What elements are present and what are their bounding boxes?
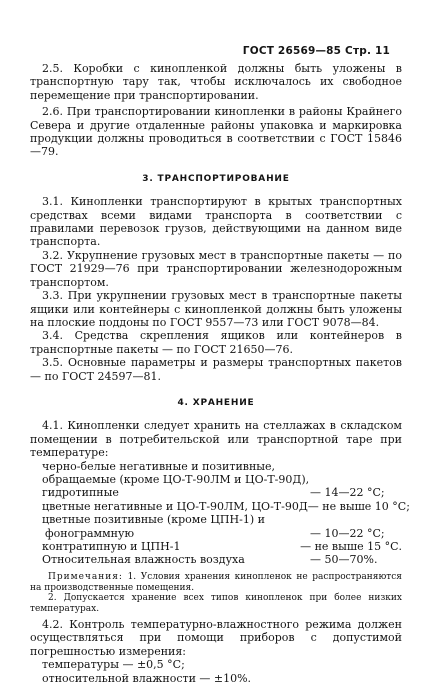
temp-label: фонограммную xyxy=(45,526,135,540)
paragraph-3-5: 3.5. Основные параметры и размеры транспортных пакетов — по ГОСТ 24597—81. xyxy=(30,356,402,383)
paragraph-3-2: 3.2. Укрупнение грузовых мест в транспортные пакеты — по ГОСТ 21929—76 при транспортировании железнодорожным транспортом. xyxy=(30,248,402,289)
temp-label: контратипную и ЦПН-1 xyxy=(42,540,181,553)
notes-block xyxy=(30,572,402,615)
accuracy-humidity: относительной влажности — ±10%. xyxy=(42,671,252,685)
notes-lead: Примечания: xyxy=(48,571,123,582)
temp-label: цветные негативные и ЦО-Т-90ЛМ, ЦО-Т-90Д xyxy=(42,499,308,513)
temp-value: — не выше 15 °С. xyxy=(300,540,402,553)
paragraph-4-2: 4.2. Контроль температурно-влажностного режима должен осуществляться при помощи приборов с допустимой погрешностью измерения: xyxy=(30,618,402,658)
temp-row-color-negative xyxy=(30,499,410,513)
paragraph-2-5: 2.5. Коробки с кинопленкой должны быть уложены в транспортную тару так, чтобы исключалось их свободное перемещение при транспортировании. xyxy=(30,62,402,102)
paragraph-3-1: 3.1. Кинопленки транспортируют в крытых транспортных средствах всеми видами транспорта в соответствии с правилами перевозок грузов, действующими на данном виде транспорта. xyxy=(30,195,402,249)
section-3-title: 3. ТРАНСПОРТИРОВАНИЕ xyxy=(142,173,290,184)
temp-line-bw: черно-белые негативные и позитивные, xyxy=(42,459,276,473)
temp-row-soundtrack xyxy=(30,527,402,540)
paragraph-2-6: 2.6. При транспортировании кинопленки в районы Крайнего Севера и другие отдаленные районы упаковка и маркировка продукции должны проводиться в соответствии с ГОСТ 15846—79. xyxy=(30,105,402,159)
humidity-label: Относительная влажность воздуха xyxy=(42,553,245,567)
humidity-row xyxy=(30,553,402,566)
humidity-value: — 50—70%. xyxy=(310,553,378,567)
paragraph-3-3: 3.3. При укрупнении грузовых мест в транспортные пакеты ящики или контейнеры с кинопленкой должны быть уложены на плоские поддоны по ГОСТ 9557—73 или ГОСТ 9078—84. xyxy=(30,289,402,329)
section-4-title: 4. ХРАНЕНИЕ xyxy=(177,397,255,408)
temp-label: гидротипные xyxy=(42,486,119,500)
temp-value: — 14—22 °С; xyxy=(310,486,385,500)
temp-row-countertype xyxy=(30,540,402,553)
temp-value: — не выше 10 °С; xyxy=(307,499,410,513)
paragraph-4-1: 4.1. Кинопленки следует хранить на стеллажах в складском помещении в потребительской или транспортной таре при температуре: xyxy=(30,419,402,460)
note-1-text: 1. Условия хранения кинопленок не распространяются на производственные помещения. xyxy=(30,571,402,593)
accuracy-temperature: температуры — ±0,5 °С; xyxy=(42,658,185,672)
temp-row-hydrotype xyxy=(30,486,402,499)
note-1 xyxy=(30,572,402,594)
temp-line-reversal: обращаемые (кроме ЦО-Т-90ЛМ и ЦО-Т-90Д), xyxy=(42,472,310,486)
temp-value: — 10—22 °С; xyxy=(310,526,385,540)
page-header: ГОСТ 26569—85 Стр. 11 xyxy=(242,45,390,57)
temp-line-color-positive: цветные позитивные (кроме ЦПН-1) и xyxy=(42,513,265,527)
note-2: 2. Допускается хранение всех типов кинопленок при более низких температурах. xyxy=(30,593,402,615)
paragraph-3-4: 3.4. Средства скрепления ящиков или контейнеров в транспортные пакеты — по ГОСТ 21650—76. xyxy=(30,329,402,356)
document-body xyxy=(30,62,410,685)
